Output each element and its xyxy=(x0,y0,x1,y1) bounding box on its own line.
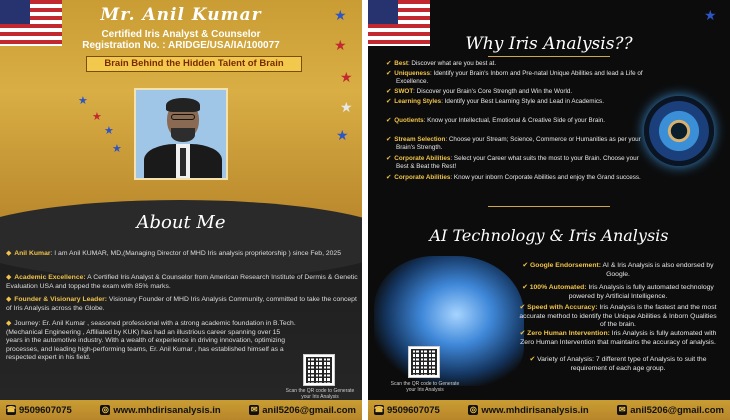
ornament-divider xyxy=(488,56,610,57)
why-item: ✔ Learning Styles: Identify your Best Learning Style and Lead in Academics. xyxy=(386,98,604,105)
phone-icon: ☎ xyxy=(374,405,384,414)
ornament-divider xyxy=(488,206,610,207)
ai-item: ✔ Variety of Analysis: 7 different type of Analysis to suit the requirement of each age group. xyxy=(529,356,707,372)
star-icon: ★ xyxy=(336,127,349,143)
star-icon: ★ xyxy=(78,95,88,107)
about-item: ◆ Anil Kumar: I am Anil KUMAR, MD,(Managing Director of MHD Iris analysis proprietorship ) since Feb, 2025 xyxy=(6,250,341,257)
globe-icon: ◎ xyxy=(469,405,477,414)
why-item: ✔ Quotients: Know your Intellectual, Emotional & Creative Side of your Brain. xyxy=(386,117,605,124)
profile-photo xyxy=(134,88,228,180)
star-icon: ★ xyxy=(112,143,122,155)
check-icon: ✔ xyxy=(386,117,392,124)
phone-number[interactable]: 9509607075 xyxy=(19,404,72,416)
check-icon: ✔ xyxy=(386,136,392,143)
ai-item: ✔ Zero Human Intervention: Iris Analysis is fully automated with Zero Human Intervention that maintains the accuracy of analysis. xyxy=(519,330,717,346)
about-flyer xyxy=(0,0,362,420)
check-icon: ✔ xyxy=(522,284,530,291)
why-item: ✔ Uniqueness: Identify your Brain's Inborn and Pre-natal Unique Abilities and lead a Life of Excellence. xyxy=(386,70,643,86)
why-item: ✔ Stream Selection: Choose your Stream; Science, Commerce or Humanities as per your Brain's Strength. xyxy=(386,136,641,152)
star-icon: ★ xyxy=(340,99,353,115)
contact-footer xyxy=(368,400,730,420)
star-icon: ★ xyxy=(704,7,717,23)
ai-item: ✔ Google Endorsement: AI & Iris Analysis is also endorsed by Google. xyxy=(522,262,714,278)
qr-code[interactable] xyxy=(408,346,440,378)
check-icon: ✔ xyxy=(386,174,392,181)
tagline-badge: Brain Behind the Hidden Talent of Brain xyxy=(86,56,302,72)
diamond-icon: ◆ xyxy=(6,274,12,281)
about-heading: About Me xyxy=(136,212,226,233)
mail-icon: ✉ xyxy=(250,405,258,414)
star-icon: ★ xyxy=(334,7,347,23)
check-icon: ✔ xyxy=(519,304,528,311)
ai-item: ✔ 100% Automated: Iris Analysis is fully automated technology powered by Artificial Intelligence. xyxy=(522,284,714,300)
mail-icon: ✉ xyxy=(618,405,626,414)
check-icon: ✔ xyxy=(522,262,530,269)
why-item: ✔ SWOT: Discover your Brain's Core Strength and Win the World. xyxy=(386,88,573,95)
why-item: ✔ Best: Discover what are you best at. xyxy=(386,60,497,67)
phone-icon: ☎ xyxy=(6,405,16,414)
check-icon: ✔ xyxy=(386,70,392,77)
registration-number: Registration No. : ARIDGE/USA/IA/100077 xyxy=(82,40,280,51)
website-link[interactable]: www.mhdirisanalysis.in xyxy=(113,404,221,416)
check-icon: ✔ xyxy=(519,330,528,337)
about-item: ◆ Founder & Visionary Leader: Visionary Founder of MHD Iris Analysis Community, committed to take the concept of Iris Analysis across the Globe. xyxy=(6,296,357,312)
subtitle: Certified Iris Analyst & Counselor xyxy=(101,29,261,40)
qr-code[interactable] xyxy=(303,354,335,386)
iris-eye-image xyxy=(644,96,714,166)
about-item: ◆ Journey: Er. Anil Kumar , seasoned professional with a strong academic foundation in B.Tech. (Mechanical Engineering , Affiliated by KUK) has had an illustrious career spanning over 15 years in the automotive industry. With a wealth of experience in driving innovation, optimizing processes, and leading high-performing teams, Er. Anil Kumar , has established himself as a respected expert in his field. xyxy=(6,320,296,362)
presenter-name: Mr. Anil Kumar xyxy=(100,5,262,25)
check-icon: ✔ xyxy=(529,356,538,363)
phone-number[interactable]: 9509607075 xyxy=(387,404,440,416)
why-item: ✔ Corporate Abilities: Select your Career what suits the most to your Brain. Choose your Best & Beat the Rest! xyxy=(386,155,639,171)
qr-caption: Scan the QR code to Generate your Iris Analysis xyxy=(285,388,355,400)
contact-footer xyxy=(0,400,362,420)
email-link[interactable]: anil5206@gmail.com xyxy=(630,404,724,416)
check-icon: ✔ xyxy=(386,155,392,162)
ai-heading: AI Technology & Iris Analysis xyxy=(429,226,669,245)
diamond-icon: ◆ xyxy=(6,250,12,257)
star-icon: ★ xyxy=(104,125,114,137)
about-item: ◆ Academic Excellence: A Certified Iris Analyst & Counselor from American Research Institute of Dermis & Genetic Evaluation USA and topped the exam with 85% marks. xyxy=(6,274,358,290)
ai-item: ✔ Speed with Accuracy: Iris Analysis is the fastest and the most accurate method to identify the Unique Abilities & Inborn Qualities of the brain. xyxy=(519,304,717,329)
star-icon: ★ xyxy=(334,37,347,53)
website-link[interactable]: www.mhdirisanalysis.in xyxy=(481,404,589,416)
diamond-icon: ◆ xyxy=(6,296,12,303)
star-icon: ★ xyxy=(92,111,102,123)
star-icon: ★ xyxy=(340,69,353,85)
check-icon: ✔ xyxy=(386,88,392,95)
why-item: ✔ Corporate Abilities: Know your inborn Corporate Abilities and enjoy the Grand success. xyxy=(386,174,641,181)
diamond-icon: ◆ xyxy=(6,320,12,327)
check-icon: ✔ xyxy=(386,98,392,105)
qr-caption: Scan the QR code to Generate your Iris Analysis xyxy=(390,381,460,393)
globe-icon: ◎ xyxy=(101,405,109,414)
why-heading: Why Iris Analysis?? xyxy=(465,34,633,54)
why-iris-flyer xyxy=(368,0,730,420)
ai-brain-image xyxy=(374,256,524,386)
email-link[interactable]: anil5206@gmail.com xyxy=(262,404,356,416)
check-icon: ✔ xyxy=(386,60,392,67)
